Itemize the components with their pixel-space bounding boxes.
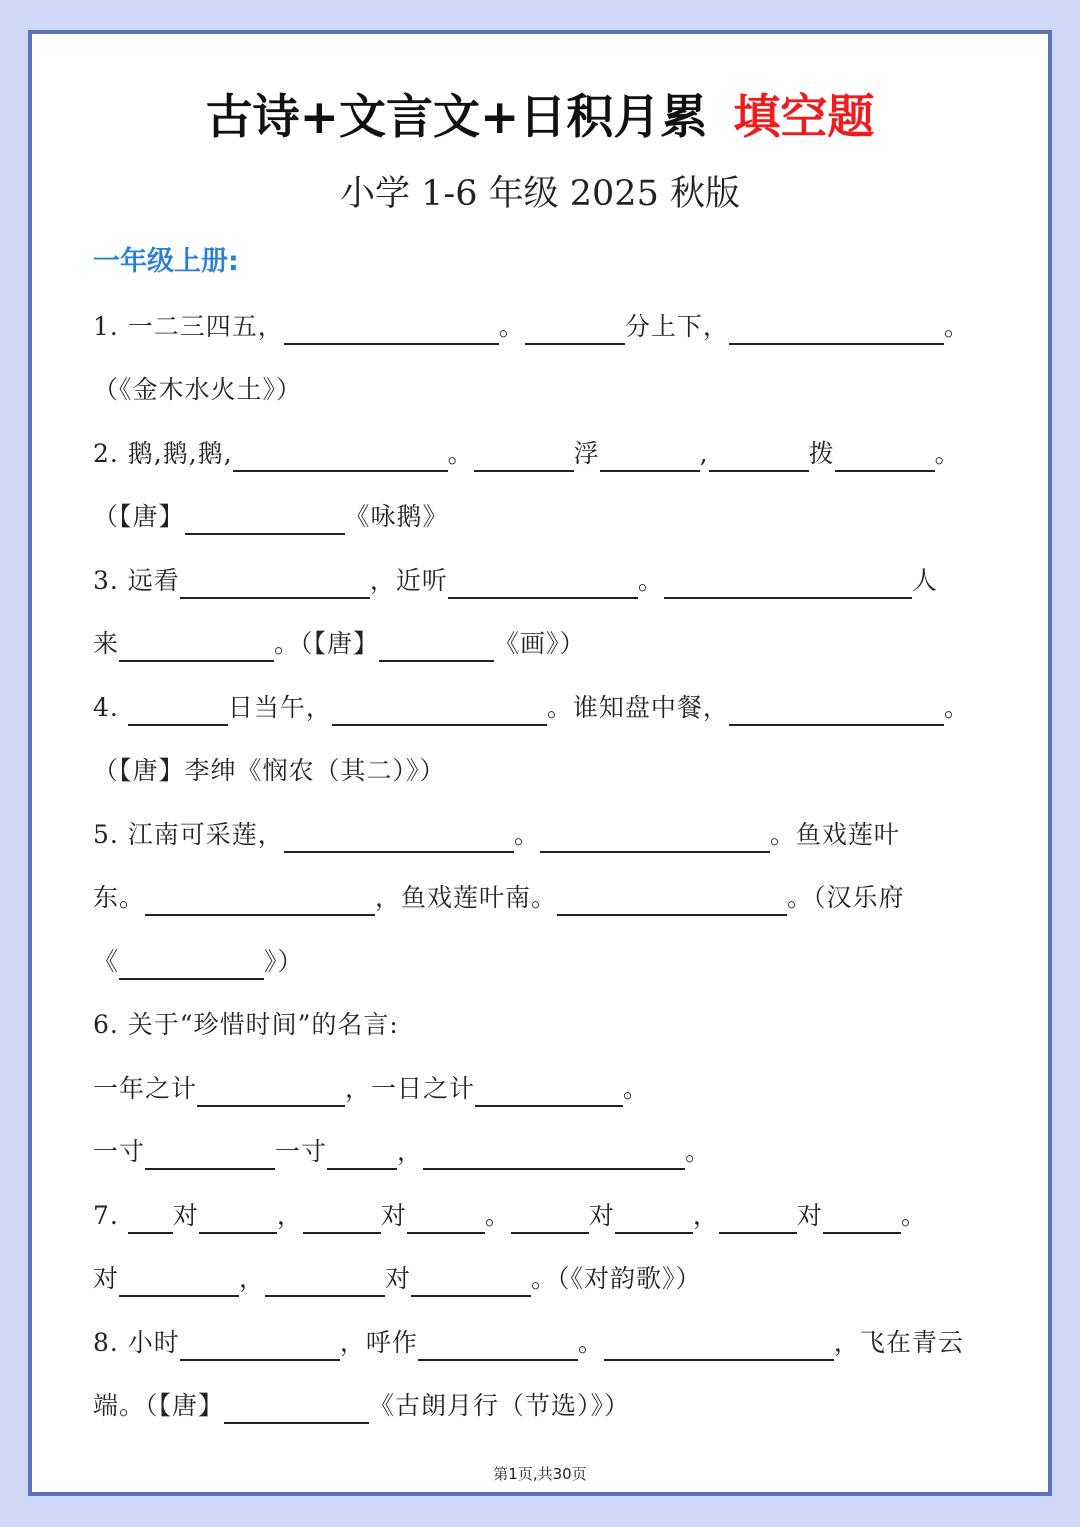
question-6-line-2 <box>93 1064 993 1114</box>
answer-blank[interactable] <box>423 1134 685 1170</box>
answer-blank[interactable] <box>303 1198 381 1234</box>
question-source: 《古朗月行（节选）》） <box>369 1391 631 1420</box>
question-4-line-2 <box>93 746 993 796</box>
question-text: ，一日之计 <box>345 1074 476 1103</box>
question-source: （《金木水火土》） <box>93 375 303 404</box>
question-text: 。 <box>498 312 525 341</box>
page-title <box>0 86 1080 150</box>
answer-blank[interactable] <box>119 944 264 980</box>
question-text: 一寸 <box>275 1137 328 1166</box>
question-text: 对 <box>380 1201 407 1230</box>
question-text: 拨 <box>808 439 835 468</box>
question-text: 。 <box>637 566 664 595</box>
question-4-line-1 <box>93 683 993 733</box>
question-text: 6. 关于“珍惜时间”的名言: <box>93 1010 399 1039</box>
question-text: 。 <box>943 693 970 722</box>
question-text: 。 <box>943 312 970 341</box>
question-text: 。鱼戏莲叶 <box>769 820 900 849</box>
question-source: （【唐】 <box>93 502 185 531</box>
answer-blank[interactable] <box>615 1198 693 1234</box>
title-main: 古诗+文言文+日积月累 <box>205 90 708 145</box>
title-highlight: 填空题 <box>733 90 875 145</box>
question-text: 7. <box>93 1201 119 1230</box>
question-text: 分上下， <box>624 312 729 341</box>
answer-blank[interactable] <box>224 1388 369 1424</box>
answer-blank[interactable] <box>119 626 274 662</box>
question-6-line-1 <box>93 1000 993 1050</box>
question-text: 对 <box>172 1201 199 1230</box>
question-text: 。 <box>577 1328 604 1357</box>
question-text: 对 <box>93 1264 120 1293</box>
question-text: 。谁知盘中餐， <box>546 693 729 722</box>
question-text: 。 <box>685 1137 712 1166</box>
answer-blank[interactable] <box>525 309 625 345</box>
question-text: 。 <box>623 1074 650 1103</box>
answer-blank[interactable] <box>128 1198 173 1234</box>
question-5-line-3 <box>93 937 993 987</box>
answer-blank[interactable] <box>823 1198 901 1234</box>
question-text: ，飞在青云 <box>833 1328 964 1357</box>
question-text: ，近听 <box>369 566 448 595</box>
question-text: ， <box>239 1264 266 1293</box>
answer-blank[interactable] <box>835 436 935 472</box>
answer-blank[interactable] <box>729 309 944 345</box>
question-7-line-2 <box>93 1254 993 1304</box>
question-source: 。（【唐】 <box>274 629 380 658</box>
answer-blank[interactable] <box>719 1198 797 1234</box>
question-text: 端。（【唐】 <box>93 1391 225 1420</box>
question-text: 。 <box>513 820 540 849</box>
question-text: ， <box>397 1137 424 1166</box>
question-text: 5. 江南可采莲， <box>93 820 284 849</box>
question-8-line-2 <box>93 1381 993 1431</box>
answer-blank[interactable] <box>448 563 638 599</box>
answer-blank[interactable] <box>145 880 375 916</box>
answer-blank[interactable] <box>379 626 494 662</box>
answer-blank[interactable] <box>145 1134 275 1170</box>
question-1-line-1 <box>93 302 993 352</box>
answer-blank[interactable] <box>284 309 499 345</box>
question-text: 2. 鹅,鹅,鹅, <box>93 439 233 468</box>
question-3-line-2 <box>93 619 993 669</box>
question-text: , <box>699 439 709 468</box>
question-8-line-1 <box>93 1318 993 1368</box>
question-text: 东。 <box>93 883 146 912</box>
question-text: ， <box>692 1201 719 1230</box>
answer-blank[interactable] <box>332 690 547 726</box>
answer-blank[interactable] <box>474 436 574 472</box>
question-source: 《咏鹅》 <box>344 502 449 531</box>
question-7-line-1 <box>93 1191 993 1241</box>
question-source: 》） <box>264 947 304 976</box>
answer-blank[interactable] <box>119 1261 239 1297</box>
question-text: 一寸 <box>93 1137 146 1166</box>
question-text: ，呼作 <box>339 1328 418 1357</box>
answer-blank[interactable] <box>540 817 770 853</box>
question-text: 一年之计 <box>93 1074 198 1103</box>
question-text: 。 <box>484 1201 511 1230</box>
question-text: 。（汉乐府 <box>787 883 905 912</box>
answer-blank[interactable] <box>709 436 809 472</box>
question-text: 3. 远看 <box>93 566 180 595</box>
question-text: 。 <box>447 439 474 468</box>
answer-blank[interactable] <box>199 1198 277 1234</box>
answer-blank[interactable] <box>327 1134 397 1170</box>
question-text: 对 <box>796 1201 823 1230</box>
answer-blank[interactable] <box>729 690 944 726</box>
answer-blank[interactable] <box>265 1261 385 1297</box>
question-2-line-1 <box>93 429 993 479</box>
answer-blank[interactable] <box>233 436 448 472</box>
question-text: ， <box>276 1201 303 1230</box>
answer-blank[interactable] <box>557 880 787 916</box>
question-source: 《画》） <box>494 629 586 658</box>
answer-blank[interactable] <box>604 1325 834 1361</box>
question-text: 日当午， <box>227 693 332 722</box>
answer-blank[interactable] <box>407 1198 485 1234</box>
question-text: 来 <box>93 629 120 658</box>
answer-blank[interactable] <box>180 1325 340 1361</box>
answer-blank[interactable] <box>411 1261 531 1297</box>
answer-blank[interactable] <box>418 1325 578 1361</box>
question-source: （【唐】李绅《悯农（其二）》） <box>93 756 446 785</box>
question-text: 1. 一二三四五， <box>93 312 284 341</box>
question-text: 人 <box>911 566 938 595</box>
question-6-line-3 <box>93 1127 993 1177</box>
question-source: 。（《对韵歌》） <box>531 1264 702 1293</box>
question-text: 4. <box>93 693 119 722</box>
section-heading: 一年级上册: <box>93 246 239 277</box>
question-text: 对 <box>588 1201 615 1230</box>
page-number: 第1页,共30页 <box>493 1465 587 1483</box>
question-text: 。 <box>934 439 961 468</box>
answer-blank[interactable] <box>185 499 345 535</box>
question-text: 浮 <box>573 439 600 468</box>
answer-blank[interactable] <box>128 690 228 726</box>
answer-blank[interactable] <box>600 436 700 472</box>
question-source: 《 <box>93 947 120 976</box>
question-1-line-2 <box>93 365 993 415</box>
question-text: 8. 小时 <box>93 1328 180 1357</box>
question-text: ，鱼戏莲叶南。 <box>375 883 558 912</box>
question-5-line-1 <box>93 810 993 860</box>
answer-blank[interactable] <box>475 1071 623 1107</box>
question-text: 。 <box>900 1201 927 1230</box>
answer-blank[interactable] <box>511 1198 589 1234</box>
question-5-line-2 <box>93 873 993 923</box>
question-3-line-1 <box>93 556 993 606</box>
answer-blank[interactable] <box>180 563 370 599</box>
question-2-line-2 <box>93 492 993 542</box>
answer-blank[interactable] <box>664 563 912 599</box>
answer-blank[interactable] <box>284 817 514 853</box>
answer-blank[interactable] <box>197 1071 345 1107</box>
page-subtitle: 小学 1-6 年级 2025 秋版 <box>340 174 740 214</box>
question-text: 对 <box>385 1264 412 1293</box>
